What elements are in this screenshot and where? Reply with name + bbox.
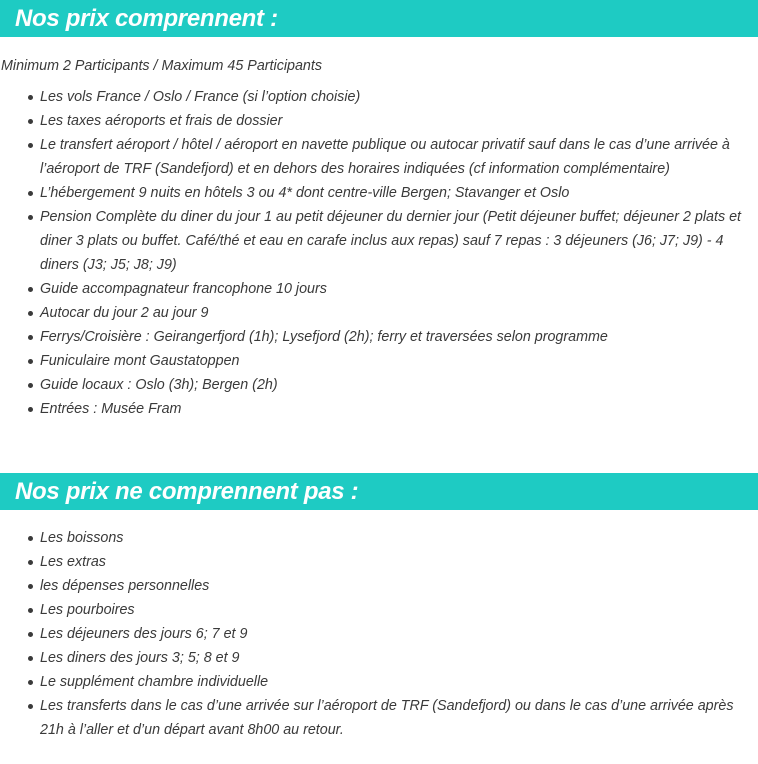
- list-item: Les pourboires: [40, 598, 758, 622]
- list-item: les dépenses personnelles: [40, 574, 758, 598]
- included-list: [0, 85, 758, 421]
- section-excluded-heading: Nos prix ne comprennent pas :: [0, 473, 758, 510]
- list-item: Guide accompagnateur francophone 10 jours: [40, 277, 758, 301]
- list-item: Les boissons: [40, 526, 758, 550]
- participants-text: Minimum 2 Participants / Maximum 45 Participants: [1, 58, 322, 74]
- list-item: Guide locaux : Oslo (3h); Bergen (2h): [40, 373, 758, 397]
- list-item: Pension Complète du diner du jour 1 au petit déjeuner du dernier jour (Petit déjeuner buffet; déjeuner 2 plats et diner 3 plats ou buffet. Café/thé et eau en carafe inclus aux repas) sauf 7 repas : 3 déjeuners (J6; J7; J9) - 4 diners (J3; J5; J8; J9): [40, 205, 758, 277]
- list-item: Les déjeuners des jours 6; 7 et 9: [40, 622, 758, 646]
- list-item: Funiculaire mont Gaustatoppen: [40, 349, 758, 373]
- list-item: Le transfert aéroport / hôtel / aéroport en navette publique ou autocar privatif sauf dans le cas d’une arrivée à l’aéroport de TRF (Sandefjord) et en dehors des horaires indiquées (cf information complémentaire): [40, 133, 758, 181]
- excluded-list: [0, 526, 758, 742]
- list-item: Les transferts dans le cas d’une arrivée sur l’aéroport de TRF (Sandefjord) ou dans le cas d’une arrivée après 21h à l’aller et d’un départ avant 8h00 au retour.: [40, 694, 758, 742]
- list-item: Les taxes aéroports et frais de dossier: [40, 109, 758, 133]
- list-item: Entrées : Musée Fram: [40, 397, 758, 421]
- list-item: Les diners des jours 3; 5; 8 et 9: [40, 646, 758, 670]
- list-item: L’hébergement 9 nuits en hôtels 3 ou 4* dont centre-ville Bergen; Stavanger et Oslo: [40, 181, 758, 205]
- list-item: Ferrys/Croisière : Geirangerfjord (1h); Lysefjord (2h); ferry et traversées selon programme: [40, 325, 758, 349]
- list-item: Les vols France / Oslo / France (si l’option choisie): [40, 85, 758, 109]
- list-item: Les extras: [40, 550, 758, 574]
- list-item: Le supplément chambre individuelle: [40, 670, 758, 694]
- section-included-heading: Nos prix comprennent :: [0, 0, 758, 37]
- list-item: Autocar du jour 2 au jour 9: [40, 301, 758, 325]
